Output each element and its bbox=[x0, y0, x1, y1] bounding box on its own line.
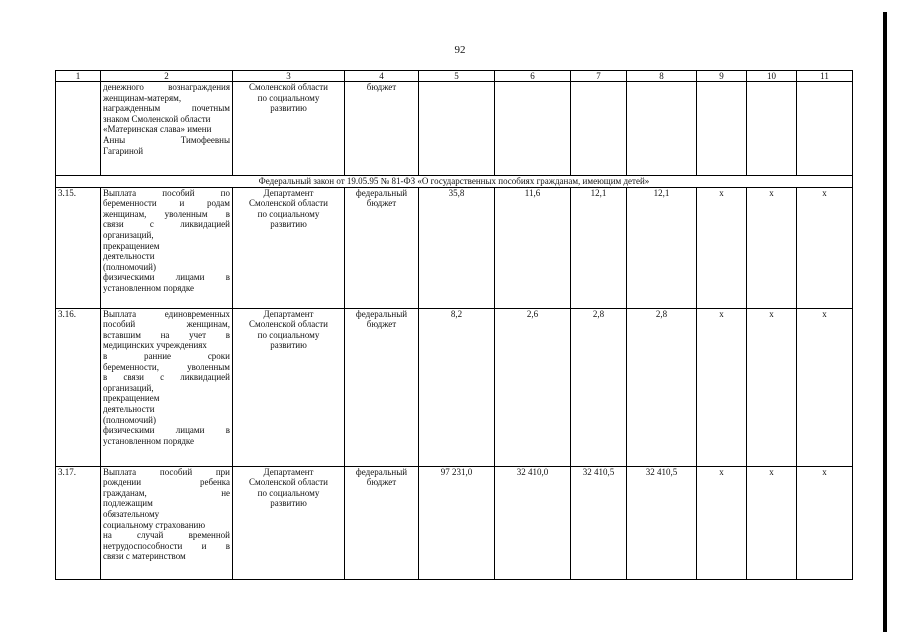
text-line: бюджет bbox=[366, 319, 397, 330]
text-line: прекращением bbox=[103, 240, 160, 251]
text-line: Выплата единовременных bbox=[103, 308, 230, 319]
value-cell bbox=[697, 82, 747, 176]
measure-name-cell bbox=[101, 466, 233, 579]
column-header: 5 bbox=[419, 71, 495, 82]
text-line: подлежащим bbox=[103, 498, 153, 509]
value-col7: 12,1 bbox=[571, 187, 627, 308]
value-col11: x bbox=[797, 187, 853, 308]
table-body bbox=[56, 71, 853, 580]
text-line: гражданам, не bbox=[103, 487, 230, 498]
text-line: социальному страхованию bbox=[103, 519, 206, 530]
text-line: знаком Смоленской области bbox=[103, 113, 211, 124]
value-col6: 32 410,0 bbox=[495, 466, 571, 579]
text-line: бюджет bbox=[366, 477, 397, 488]
row-number: 3.15. bbox=[56, 187, 101, 308]
text-line: пособий женщинам, bbox=[103, 319, 230, 330]
text-line: награжденным почетным bbox=[103, 103, 230, 114]
text-line: связи с ликвидацией bbox=[103, 219, 230, 230]
text-line: Смоленской области bbox=[249, 198, 328, 209]
value-col8: 32 410,5 bbox=[627, 466, 697, 579]
text-line: прекращением bbox=[103, 393, 160, 404]
funding-source-cell bbox=[345, 82, 419, 176]
funding-source-cell bbox=[345, 187, 419, 308]
section-title-row bbox=[56, 176, 853, 188]
text-line: (полномочий) bbox=[103, 414, 156, 425]
text-line: организаций, bbox=[103, 382, 154, 393]
value-col11: x bbox=[797, 466, 853, 579]
row-number: 3.17. bbox=[56, 466, 101, 579]
text-line: «Материнская слава» имени bbox=[103, 124, 212, 135]
text-line: Гагариной bbox=[103, 145, 144, 156]
text-line: беременности и родам bbox=[103, 198, 230, 209]
text-line: федеральный bbox=[355, 187, 408, 198]
value-col9: x bbox=[697, 187, 747, 308]
text-line: (полномочий) bbox=[103, 261, 156, 272]
value-cell bbox=[747, 82, 797, 176]
text-line: установленном порядке bbox=[103, 282, 195, 293]
text-line: Выплата пособий по bbox=[103, 187, 230, 198]
value-col10: x bbox=[747, 466, 797, 579]
value-col11: x bbox=[797, 308, 853, 466]
continuation-row bbox=[56, 82, 853, 176]
text-line: на случай временной bbox=[103, 530, 230, 541]
value-col5: 97 231,0 bbox=[419, 466, 495, 579]
measure-name-cell bbox=[101, 187, 233, 308]
text-line: федеральный bbox=[355, 466, 408, 477]
page-number: 92 bbox=[454, 44, 466, 56]
column-header: 1 bbox=[56, 71, 101, 82]
text-line: по социальному bbox=[257, 92, 320, 103]
text-line: Смоленской области bbox=[249, 319, 328, 330]
text-line: связи с материнством bbox=[103, 551, 186, 562]
text-line: развитию bbox=[270, 498, 307, 509]
text-line: денежного вознаграждения bbox=[103, 82, 230, 92]
text-line: бюджет bbox=[366, 82, 397, 92]
executor-cell bbox=[233, 308, 345, 466]
column-header-row bbox=[56, 71, 853, 82]
text-line: в связи с ликвидацией bbox=[103, 372, 230, 383]
table-row bbox=[56, 466, 853, 579]
text-line: в ранние сроки bbox=[103, 350, 230, 361]
text-line: Департамент bbox=[263, 308, 314, 319]
column-header: 9 bbox=[697, 71, 747, 82]
text-line: Смоленской области bbox=[249, 82, 328, 92]
column-header: 11 bbox=[797, 71, 853, 82]
table-row bbox=[56, 308, 853, 466]
value-cell bbox=[495, 82, 571, 176]
text-line: развитию bbox=[270, 340, 307, 351]
text-line: Департамент bbox=[263, 466, 314, 477]
table-row bbox=[56, 187, 853, 308]
executor-cell bbox=[233, 82, 345, 176]
text-line: обязательному bbox=[103, 508, 160, 519]
value-col5: 8,2 bbox=[419, 308, 495, 466]
value-col9: x bbox=[697, 466, 747, 579]
row-number-cell bbox=[56, 82, 101, 176]
value-col10: x bbox=[747, 187, 797, 308]
text-line: деятельности bbox=[103, 251, 155, 262]
text-line: Анны Тимофеевны bbox=[103, 134, 230, 145]
value-col7: 32 410,5 bbox=[571, 466, 627, 579]
column-header: 4 bbox=[345, 71, 419, 82]
text-line: установленном порядке bbox=[103, 435, 195, 446]
text-line: беременности, уволенным bbox=[103, 361, 230, 372]
text-line: Смоленской области bbox=[249, 477, 328, 488]
row-number: 3.16. bbox=[56, 308, 101, 466]
executor-cell bbox=[233, 187, 345, 308]
value-col8: 12,1 bbox=[627, 187, 697, 308]
text-line: организаций, bbox=[103, 229, 154, 240]
text-line: Департамент bbox=[263, 187, 314, 198]
column-header: 3 bbox=[233, 71, 345, 82]
column-header: 2 bbox=[101, 71, 233, 82]
value-col6: 11,6 bbox=[495, 187, 571, 308]
measure-name-cell bbox=[101, 82, 233, 176]
text-line: по социальному bbox=[257, 208, 320, 219]
funding-source-cell bbox=[345, 466, 419, 579]
page-edge-bar bbox=[883, 12, 887, 632]
text-line: деятельности bbox=[103, 403, 155, 414]
column-header: 10 bbox=[747, 71, 797, 82]
value-col8: 2,8 bbox=[627, 308, 697, 466]
text-line: Выплата пособий при bbox=[103, 466, 230, 477]
funding-source-cell bbox=[345, 308, 419, 466]
column-header: 7 bbox=[571, 71, 627, 82]
column-header: 8 bbox=[627, 71, 697, 82]
text-line: женщинам, уволенным в bbox=[103, 208, 230, 219]
text-line: медицинских учреждениях bbox=[103, 340, 207, 351]
text-line: рождении ребенка bbox=[103, 477, 230, 488]
value-cell bbox=[797, 82, 853, 176]
text-line: нетрудоспособности и в bbox=[103, 540, 230, 551]
text-line: по социальному bbox=[257, 329, 320, 340]
value-cell bbox=[571, 82, 627, 176]
column-header: 6 bbox=[495, 71, 571, 82]
value-col10: x bbox=[747, 308, 797, 466]
text-line: физическими лицами в bbox=[103, 425, 230, 436]
text-line: развитию bbox=[270, 103, 307, 114]
text-line: бюджет bbox=[366, 198, 397, 209]
value-col6: 2,6 bbox=[495, 308, 571, 466]
text-line: женщинам-матерям, bbox=[103, 92, 182, 103]
text-line: развитию bbox=[270, 219, 307, 230]
value-col5: 35,8 bbox=[419, 187, 495, 308]
value-col9: x bbox=[697, 308, 747, 466]
text-line: федеральный bbox=[355, 308, 408, 319]
value-cell bbox=[419, 82, 495, 176]
measure-name-cell bbox=[101, 308, 233, 466]
value-col7: 2,8 bbox=[571, 308, 627, 466]
text-line: физическими лицами в bbox=[103, 272, 230, 283]
executor-cell bbox=[233, 466, 345, 579]
text-line: по социальному bbox=[257, 487, 320, 498]
text-line: вставшим на учет в bbox=[103, 329, 230, 340]
budget-table bbox=[55, 70, 853, 580]
section-title: Федеральный закон от 19.05.95 № 81-ФЗ «О государственных пособиях гражданам, имеющим детей» bbox=[56, 176, 853, 188]
value-cell bbox=[627, 82, 697, 176]
